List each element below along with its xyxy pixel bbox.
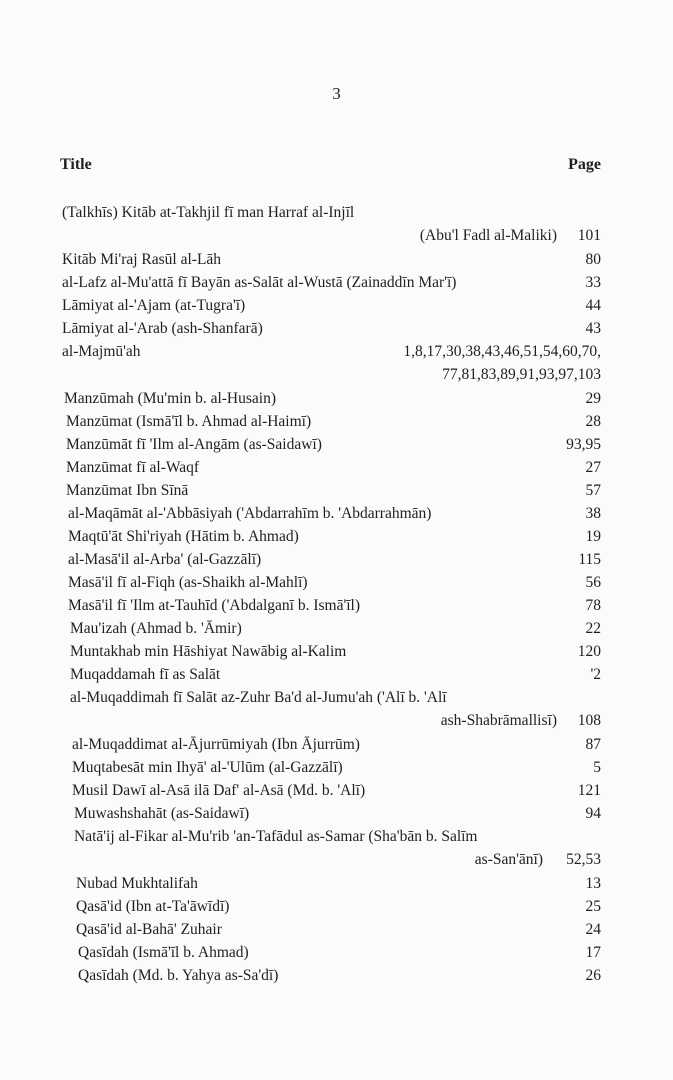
index-entry [0,898,673,921]
entry-page-continuation: 77,81,83,89,91,93,97,103 [442,366,601,383]
entry-page: 44 [585,297,601,314]
index-entry [0,482,673,505]
entry-title: Manzūmāt fī 'Ilm al-Angām (as-Saidawī) [66,436,322,453]
entry-title: Natā'ij al-Fikar al-Mu'rib 'an-Tafādul as-Samar (Sha'bān b. Salīm [74,828,478,845]
index-entry [0,736,673,759]
index-entry [0,666,673,689]
entry-page: 121 [577,782,601,799]
index-entry [0,297,673,320]
entry-title: al-Masā'il al-Arba' (al-Gazzālī) [68,551,262,568]
index-entry [0,574,673,597]
index-entry [0,620,673,643]
entry-title: al-Lafz al-Mu'attā fī Bayān as-Salāt al-Wustā (Zainaddīn Mar'ī) [62,274,457,291]
entry-page: 78 [585,597,601,614]
index-entry [0,828,673,875]
index-entry [0,320,673,343]
index-entry [0,689,673,736]
entry-title: Muqtabesāt min Ihyā' al-'Ulūm (al-Gazzālī) [72,759,343,776]
entry-title: Lāmiyat al-'Ajam (at-Tugra'ī) [62,297,246,314]
entry-title-continuation: ash-Shabrāmallisī) [440,712,557,729]
column-header-title: Title [60,156,92,173]
entry-title: Manzūmat Ibn Sīnā [66,482,189,499]
entry-title: Mau'izah (Ahmad b. 'Āmir) [70,620,242,637]
index-entry [0,251,673,274]
index-entry [0,343,673,390]
index-entry [0,413,673,436]
entry-page: 33 [585,274,601,291]
entry-title: Nubad Mukhtalifah [76,875,198,892]
entry-page: 108 [577,712,601,729]
entry-title: Manzūmat fī al-Waqf [66,459,200,476]
entry-page: 43 [585,320,601,337]
entry-page: 28 [585,413,601,430]
entry-page: 115 [578,551,601,568]
entry-title: Manzūmat (Ismā'īl b. Ahmad al-Haimī) [66,413,312,430]
entry-page: 13 [585,875,601,892]
index-entry [0,643,673,666]
entry-title: Qasīdah (Ismā'īl b. Ahmad) [78,944,249,961]
entry-page: 26 [585,967,601,984]
index-entry [0,436,673,459]
entry-title: Masā'il fī al-Fiqh (as-Shaikh al-Mahlī) [68,574,308,591]
entry-page: 17 [585,944,601,961]
entry-page: 38 [585,505,601,522]
index-entry [0,551,673,574]
index-entry [0,875,673,898]
entry-page: 52,53 [566,851,601,868]
index-entry [0,944,673,967]
entry-title: (Talkhīs) Kitāb at-Takhjil fī man Harraf al-Injīl [62,204,355,221]
entry-page: 80 [585,251,601,268]
entry-page: 93,95 [566,436,601,453]
entry-title: al-Maqāmāt al-'Abbāsiyah ('Abdarrahīm b. 'Abdarrahmān) [68,505,432,522]
index-entry [0,921,673,944]
entry-page: 25 [585,898,601,915]
entry-page: 5 [593,759,601,776]
entry-title: Muqaddamah fī as Salāt [70,666,221,683]
entry-title: Maqtū'āt Shi'riyah (Hātim b. Ahmad) [68,528,299,545]
index-entry [0,782,673,805]
entry-title: al-Muqaddimah fī Salāt az-Zuhr Ba'd al-Jumu'ah ('Alī b. 'Alī [70,689,447,706]
entry-title: Lāmiyat al-'Arab (ash-Shanfarā) [62,320,263,337]
entry-page: 27 [585,459,601,476]
index-entry [0,390,673,413]
entry-page: 120 [577,643,601,660]
entry-title-continuation: as-San'ānī) [474,851,543,868]
entry-title: Manzūmah (Mu'min b. al-Husain) [64,390,276,407]
entry-page: 29 [585,390,601,407]
index-entry [0,967,673,990]
entry-title: Kitāb Mi'raj Rasūl al-Lāh [62,251,222,268]
index-entry [0,759,673,782]
entry-page: '2 [590,666,601,683]
entry-page: 1,8,17,30,38,43,46,51,54,60,70, [403,343,601,360]
index-entry [0,459,673,482]
entry-page: 101 [577,227,601,244]
entry-page: 19 [585,528,601,545]
entry-page: 57 [585,482,601,499]
column-header-page: Page [568,156,601,173]
entry-title: al-Majmū'ah [62,343,141,360]
entry-page: 87 [585,736,601,753]
index-entry [0,805,673,828]
index-entry [0,528,673,551]
entry-page: 24 [585,921,601,938]
entry-title: Musil Dawī al-Asā ilā Daf' al-Asā (Md. b. 'Alī) [72,782,366,799]
entry-title: al-Muqaddimat al-Ājurrūmiyah (Ibn Ājurrūm) [72,736,360,753]
entry-page: 22 [585,620,601,637]
entry-title: Masā'il fī 'Ilm at-Tauhīd ('Abdalganī b. Ismā'īl) [68,597,361,614]
entry-title: Muwashshahāt (as-Saidawī) [74,805,250,822]
entry-page: 94 [585,805,601,822]
entry-title: Muntakhab min Hāshiyat Nawābig al-Kalim [70,643,347,660]
entry-title: Qasā'id (Ibn at-Ta'āwīdī) [76,898,230,915]
page-number: 3 [332,84,341,103]
index-entry [0,204,673,251]
index-entry [0,505,673,528]
entry-title-continuation: (Abu'l Fadl al-Maliki) [419,227,557,244]
index-entry [0,274,673,297]
entry-title: Qasīdah (Md. b. Yahya as-Sa'dī) [78,967,279,984]
index-entry [0,597,673,620]
entry-page: 56 [585,574,601,591]
entry-title: Qasā'id al-Bahā' Zuhair [76,921,222,938]
